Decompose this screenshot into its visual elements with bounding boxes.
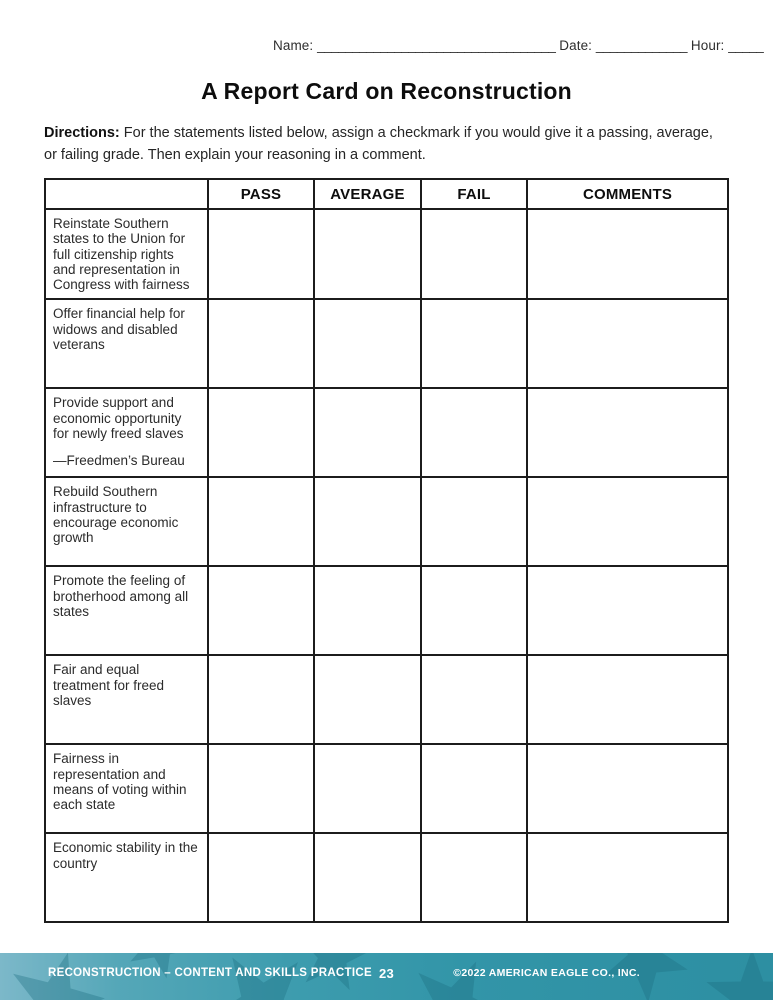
comments-entry-cell[interactable] — [527, 744, 728, 833]
hour-blank-field[interactable]: _____ — [728, 38, 764, 53]
footer-copyright: ©2022 AMERICAN EAGLE CO., INC. — [453, 967, 640, 979]
pass-entry-cell[interactable] — [208, 744, 314, 833]
statement-text: Reinstate Southern states to the Union for full citizenship rights and representation in Congress with fairness — [53, 216, 190, 292]
comments-entry-cell[interactable] — [527, 299, 728, 388]
statement-cell — [45, 833, 208, 922]
report-table-body — [45, 209, 728, 922]
statement-cell — [45, 209, 208, 299]
pass-entry-cell[interactable] — [208, 299, 314, 388]
fail-entry-cell[interactable] — [421, 744, 527, 833]
fail-entry-cell[interactable] — [421, 655, 527, 744]
date-blank-field[interactable]: _____________ — [595, 38, 688, 53]
directions-paragraph — [44, 122, 716, 167]
statement-cell — [45, 388, 208, 477]
statement-cell — [45, 477, 208, 566]
pass-entry-cell[interactable] — [208, 477, 314, 566]
pass-entry-cell[interactable] — [208, 655, 314, 744]
name-date-hour-line — [273, 38, 763, 53]
directions-text: For the statements listed below, assign a checkmark if you would give it a passing, average, or failing grade. Then explain your reasoning in a comment. — [44, 125, 713, 164]
name-label: Name: — [273, 38, 314, 53]
date-label: Date: — [559, 38, 593, 53]
average-entry-cell[interactable] — [314, 655, 421, 744]
statement-text: Economic stability in the country — [53, 840, 198, 871]
column-header-statement — [45, 179, 208, 209]
statement-text: Provide support and economic opportunity for newly freed slaves — [53, 395, 184, 441]
column-header-fail: FAIL — [421, 179, 527, 209]
statement-text: Fairness in representation and means of voting within each state — [53, 751, 187, 812]
fail-entry-cell[interactable] — [421, 388, 527, 477]
statement-text: Offer financial help for widows and disabled veterans — [53, 306, 185, 352]
column-header-pass: PASS — [208, 179, 314, 209]
fail-entry-cell[interactable] — [421, 209, 527, 299]
table-row — [45, 655, 728, 744]
comments-entry-cell[interactable] — [527, 566, 728, 655]
report-card-table — [44, 178, 729, 923]
name-blank-field[interactable]: __________________________________ — [317, 38, 556, 53]
statement-text: Rebuild Southern infrastructure to encourage economic growth — [53, 484, 179, 545]
average-entry-cell[interactable] — [314, 566, 421, 655]
page-number: 23 — [378, 966, 395, 981]
comments-entry-cell[interactable] — [527, 209, 728, 299]
fail-entry-cell[interactable] — [421, 566, 527, 655]
column-header-comments: COMMENTS — [527, 179, 728, 209]
table-row — [45, 388, 728, 477]
footer-bar — [0, 953, 773, 1000]
comments-entry-cell[interactable] — [527, 655, 728, 744]
table-row — [45, 477, 728, 566]
pass-entry-cell[interactable] — [208, 209, 314, 299]
pass-entry-cell[interactable] — [208, 566, 314, 655]
statement-note: —Freedmen’s Bureau — [53, 453, 185, 468]
fail-entry-cell[interactable] — [421, 833, 527, 922]
average-entry-cell[interactable] — [314, 833, 421, 922]
comments-entry-cell[interactable] — [527, 833, 728, 922]
footer-series-title: RECONSTRUCTION – CONTENT AND SKILLS PRACTICE — [48, 967, 372, 979]
footer-text-row — [0, 953, 773, 1000]
table-header-row — [45, 179, 728, 209]
comments-entry-cell[interactable] — [527, 388, 728, 477]
table-row — [45, 299, 728, 388]
table-row — [45, 209, 728, 299]
pass-entry-cell[interactable] — [208, 388, 314, 477]
average-entry-cell[interactable] — [314, 744, 421, 833]
average-entry-cell[interactable] — [314, 209, 421, 299]
page-title: A Report Card on Reconstruction — [201, 78, 572, 104]
pass-entry-cell[interactable] — [208, 833, 314, 922]
column-header-average: AVERAGE — [314, 179, 421, 209]
statement-cell — [45, 299, 208, 388]
fail-entry-cell[interactable] — [421, 299, 527, 388]
average-entry-cell[interactable] — [314, 299, 421, 388]
table-row — [45, 566, 728, 655]
directions-label: Directions: — [44, 125, 120, 141]
average-entry-cell[interactable] — [314, 477, 421, 566]
statement-cell — [45, 566, 208, 655]
table-row — [45, 744, 728, 833]
statement-text: Fair and equal treatment for freed slaves — [53, 662, 165, 708]
statement-cell — [45, 744, 208, 833]
average-entry-cell[interactable] — [314, 388, 421, 477]
comments-entry-cell[interactable] — [527, 477, 728, 566]
fail-entry-cell[interactable] — [421, 477, 527, 566]
hour-label: Hour: — [690, 38, 725, 53]
statement-cell — [45, 655, 208, 744]
table-row — [45, 833, 728, 922]
statement-text: Promote the feeling of brotherhood among all states — [53, 573, 189, 619]
